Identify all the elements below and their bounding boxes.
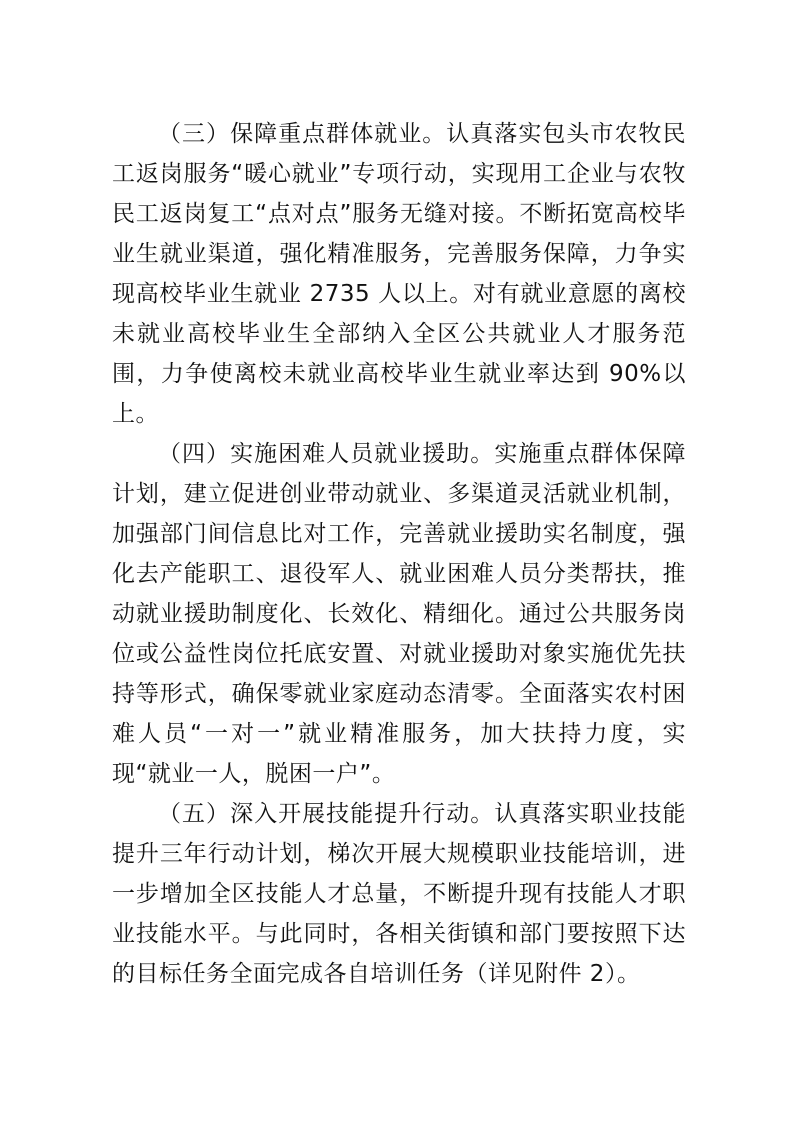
paragraph-skills-upgrading: （五）深入开展技能提升行动。认真落实职业技能提升三年行动计划，梯次开展大规模职业技能培训，进一步增加全区技能人才总量，不断提升现有技能人才职业技能水平。与此同时，各相关街镇和部门要按照下达的目标任务全面完成各自培训任务（详见附件 2）。 [112,801,686,987]
document-body [112,114,686,994]
paragraph-employment-assistance: （四）实施困难人员就业援助。实施重点群体保障计划，建立促进创业带动就业、多渠道灵活就业机制，加强部门间信息比对工作，完善就业援助实名制度，强化去产能职工、退役军人、就业困难人员分类帮扶，推动就业援助制度化、长效化、精细化。通过公共服务岗位或公益性岗位托底安置、对就业援助对象实施优先扶持等形式，确保零就业家庭动态清零。全面落实农村困难人员“一对一”就业精准服务，加大扶持力度，实现“就业一人，脱困一户”。 [112,441,686,787]
paragraph-ensure-key-groups-employment: （三）保障重点群体就业。认真落实包头市农牧民工返岗服务“暖心就业”专项行动，实现用工企业与农牧民工返岗复工“点对点”服务无缝对接。不断拓宽高校毕业生就业渠道，强化精准服务，完善服务保障，力争实现高校毕业生就业 2735 人以上。对有就业意愿的离校未就业高校毕业生全部纳入全区公共就业人才服务范围，力争使离校未就业高校毕业生就业率达到 90%以上。 [112,121,686,427]
